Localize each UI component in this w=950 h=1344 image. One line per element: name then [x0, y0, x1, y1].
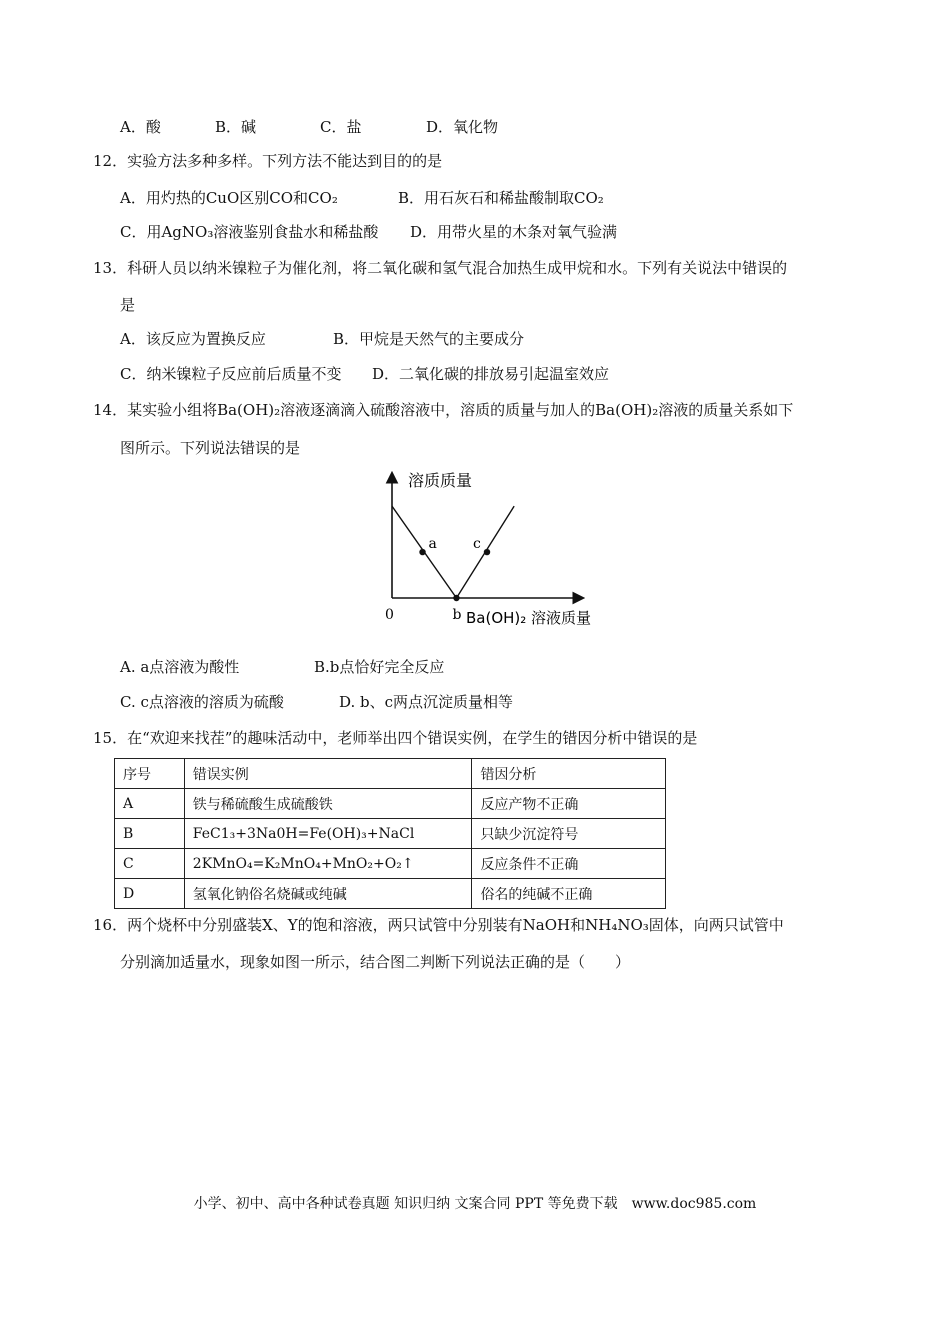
table-row — [115, 879, 666, 909]
q12-option-b: B．用石灰石和稀盐酸制取CO₂ — [398, 189, 604, 207]
table-cell: 反应产物不正确 — [472, 789, 666, 819]
page-footer: 小学、初中、高中各种试卷真题 知识归纳 文案合同 PPT 等免费下载 www.doc985.com — [193, 1196, 757, 1212]
series-line — [392, 506, 514, 598]
table-cell: C — [115, 849, 185, 879]
q14-option-b: B.b点恰好完全反应 — [314, 658, 445, 676]
q16-stem-line1: 16．两个烧杯中分别盛装X、Y的饱和溶液，两只试管中分别装有NaOH和NH₄NO₃固体，向两只试管中 — [93, 916, 784, 934]
table-cell: 氢氧化钠俗名烧碱或纯碱 — [184, 879, 472, 909]
q12-option-a: A．用灼热的CuO区别CO和CO₂ — [120, 189, 338, 207]
q14-option-c: C. c点溶液的溶质为硫酸 — [120, 693, 284, 711]
q13-option-c: C．纳米镍粒子反应前后质量不变 — [120, 365, 342, 383]
table-cell: 俗名的纯碱不正确 — [472, 879, 666, 909]
q12-option-c: C．用AgNO₃溶液鉴别食盐水和稀盐酸 — [120, 223, 379, 241]
point-a — [419, 549, 425, 555]
x-axis-label: Ba(OH)₂ 溶液质量 — [466, 609, 592, 627]
table-cell: 2KMnO₄=K₂MnO₄+MnO₂+O₂↑ — [184, 849, 472, 879]
q14-option-a: A. a点溶液为酸性 — [120, 658, 240, 676]
y-axis-label: 溶质质量 — [408, 471, 473, 490]
q11-option-c: C．盐 — [320, 118, 362, 136]
table-cell: 反应条件不正确 — [472, 849, 666, 879]
q15-stem: 15．在“欢迎来找茬”的趣味活动中，老师举出四个错误实例，在学生的错因分析中错误的是 — [93, 729, 698, 747]
q12-stem: 12．实验方法多种多样。下列方法不能达到目的的是 — [93, 152, 443, 170]
q13-option-a: A．该反应为置换反应 — [120, 330, 266, 348]
table-cell: B — [115, 819, 185, 849]
q13-option-b: B．甲烷是天然气的主要成分 — [333, 330, 525, 348]
table-header: 错误实例 — [184, 759, 472, 789]
table-cell: 只缺少沉淀符号 — [472, 819, 666, 849]
error-analysis-table — [114, 758, 666, 909]
table-cell: FeC1₃+3Na0H=Fe(OH)₃+NaCl — [184, 819, 472, 849]
table-header: 序号 — [115, 759, 185, 789]
solute-mass-chart — [370, 462, 610, 632]
table-cell: A — [115, 789, 185, 819]
q13-stem-line2: 是 — [120, 296, 136, 314]
table-cell: D — [115, 879, 185, 909]
q14-stem-line1: 14．某实验小组将Ba(OH)₂溶液逐滴滴入硫酸溶液中，溶质的质量与加人的Ba(OH)₂溶液的质量关系如下 — [93, 401, 794, 419]
table-row — [115, 819, 666, 849]
q11-option-d: D．氧化物 — [426, 118, 499, 136]
point-b — [453, 595, 459, 601]
point-label-b: b — [452, 607, 462, 623]
point-label-a: a — [428, 536, 437, 553]
q16-stem-line2: 分别滴加适量水，现象如图一所示，结合图二判断下列说法正确的是（ ） — [120, 953, 631, 971]
q12-option-d: D．用带火星的木条对氧气验满 — [410, 223, 618, 241]
point-c — [484, 549, 490, 555]
table-header: 错因分析 — [472, 759, 666, 789]
q14-stem-line2: 图所示。下列说法错误的是 — [120, 439, 301, 457]
q11-option-b: B．碱 — [215, 118, 257, 136]
table-row — [115, 789, 666, 819]
point-label-c: c — [473, 536, 481, 553]
table-header-row — [115, 759, 666, 789]
origin-label: 0 — [385, 607, 394, 623]
q13-stem-line1: 13．科研人员以纳米镍粒子为催化剂，将二氧化碳和氢气混合加热生成甲烷和水。下列有关说法中错误的 — [93, 259, 788, 277]
q14-option-d: D. b、c两点沉淀质量相等 — [339, 693, 514, 711]
q11-option-a: A．酸 — [120, 118, 161, 136]
table-cell: 铁与稀硫酸生成硫酸铁 — [184, 789, 472, 819]
q13-option-d: D．二氧化碳的排放易引起温室效应 — [372, 365, 610, 383]
table-row — [115, 849, 666, 879]
